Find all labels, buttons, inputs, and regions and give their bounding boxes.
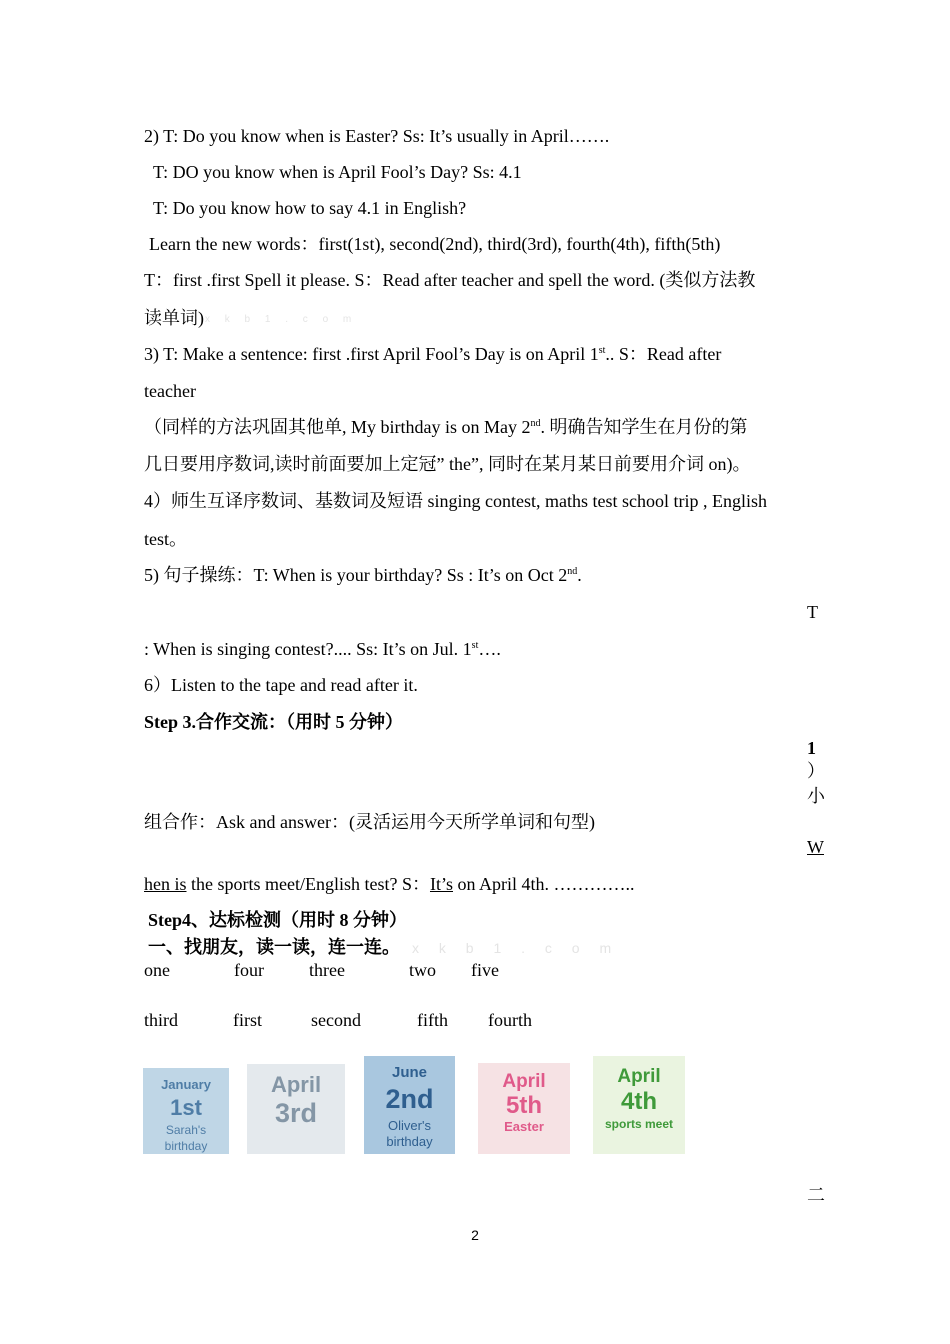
card-day: 3rd [274, 1098, 318, 1128]
card-day: 2nd [385, 1084, 434, 1114]
exercise-heading: 一、找朋友，读一读，连一连。 [148, 937, 400, 957]
card-note: Easter [504, 1119, 544, 1134]
cardinal-word: four [234, 960, 264, 980]
text-line: 5) 句子操练：T: When is your birthday? Ss : It’s on Oct 2nd. [144, 565, 582, 585]
text-fragment: ） [807, 761, 825, 781]
date-card [364, 1056, 455, 1154]
date-card [247, 1064, 345, 1154]
card-month: January [161, 1077, 211, 1092]
ordinal-word: second [311, 1010, 361, 1030]
text-fragment: 二 [807, 1185, 825, 1205]
text-line: hen is the sports meet/English test? S：It’s on April 4th. ………….. [144, 874, 635, 894]
cardinal-word: one [144, 960, 170, 980]
text-fragment: 1 [807, 738, 816, 758]
text-line: teacher [144, 381, 196, 401]
section-heading: Step4、达标检测（用时 8 分钟） [148, 910, 408, 930]
card-month: April [502, 1071, 546, 1092]
text-line: T: Do you know how to say 4.1 in English? [153, 198, 467, 218]
text-line: 4）师生互译序数词、基数词及短语 singing contest, maths test school trip , English [144, 491, 767, 511]
text-line: test。 [144, 529, 187, 549]
card-note: Sarah's birthday [164, 1123, 208, 1153]
section-heading: Step 3.合作交流：（用时 5 分钟） [144, 712, 404, 732]
card-note: Oliver's birthday [386, 1118, 433, 1149]
cardinal-word: five [471, 960, 499, 980]
text-line: 组合作：Ask and answer：(灵活运用今天所学单词和句型) [144, 812, 595, 832]
card-day: 5th [506, 1092, 542, 1119]
cardinal-word: two [409, 960, 436, 980]
date-card [478, 1063, 570, 1154]
card-month: April [270, 1072, 322, 1097]
text-fragment: T [807, 602, 818, 622]
card-day: 4th [621, 1088, 657, 1115]
card-note: sports meet [604, 1117, 674, 1131]
page-number: 2 [471, 1227, 479, 1243]
text-line: 几日要用序数词,读时前面要加上定冠” the”, 同时在某月某日前要用介词 on)。 [144, 454, 751, 474]
date-card [593, 1056, 685, 1154]
ordinal-word: fourth [488, 1010, 532, 1030]
cardinal-word: three [309, 960, 345, 980]
text-line: 6）Listen to the tape and read after it. [144, 675, 418, 695]
text-fragment: 小 [807, 786, 825, 806]
text-line: : When is singing contest?.... Ss: It’s on Jul. 1st…. [144, 639, 501, 659]
card-month: April [617, 1066, 661, 1087]
ordinal-word: fifth [417, 1010, 448, 1030]
text-line: （同样的方法巩固其他单, My birthday is on May 2nd. 明确告知学生在月份的第 [144, 417, 748, 437]
text-line: 3) T: Make a sentence: first .first April Fool’s Day is on April 1st.. S：Read after [144, 344, 722, 364]
text-line: T：first .first Spell it please. S：Read after teacher and spell the word. (类似方法教 [144, 270, 756, 290]
card-month: June [391, 1064, 427, 1081]
watermark: x k b 1 . c o m [205, 314, 358, 325]
text-line: Learn the new words：first(1st), second(2nd), third(3rd), fourth(4th), fifth(5th) [149, 234, 721, 254]
text-line: 2) T: Do you know when is Easter? Ss: It’s usually in April……. [144, 126, 610, 146]
card-day: 1st [170, 1095, 202, 1120]
text-line: T: DO you know when is April Fool’s Day? Ss: 4.1 [153, 162, 522, 182]
text-fragment: W [807, 837, 824, 857]
watermark: x k b 1 . c o m [412, 940, 620, 956]
ordinal-word: third [144, 1010, 178, 1030]
date-card [143, 1068, 229, 1154]
ordinal-word: first [233, 1010, 262, 1030]
text-line: 读单词) [144, 308, 204, 328]
